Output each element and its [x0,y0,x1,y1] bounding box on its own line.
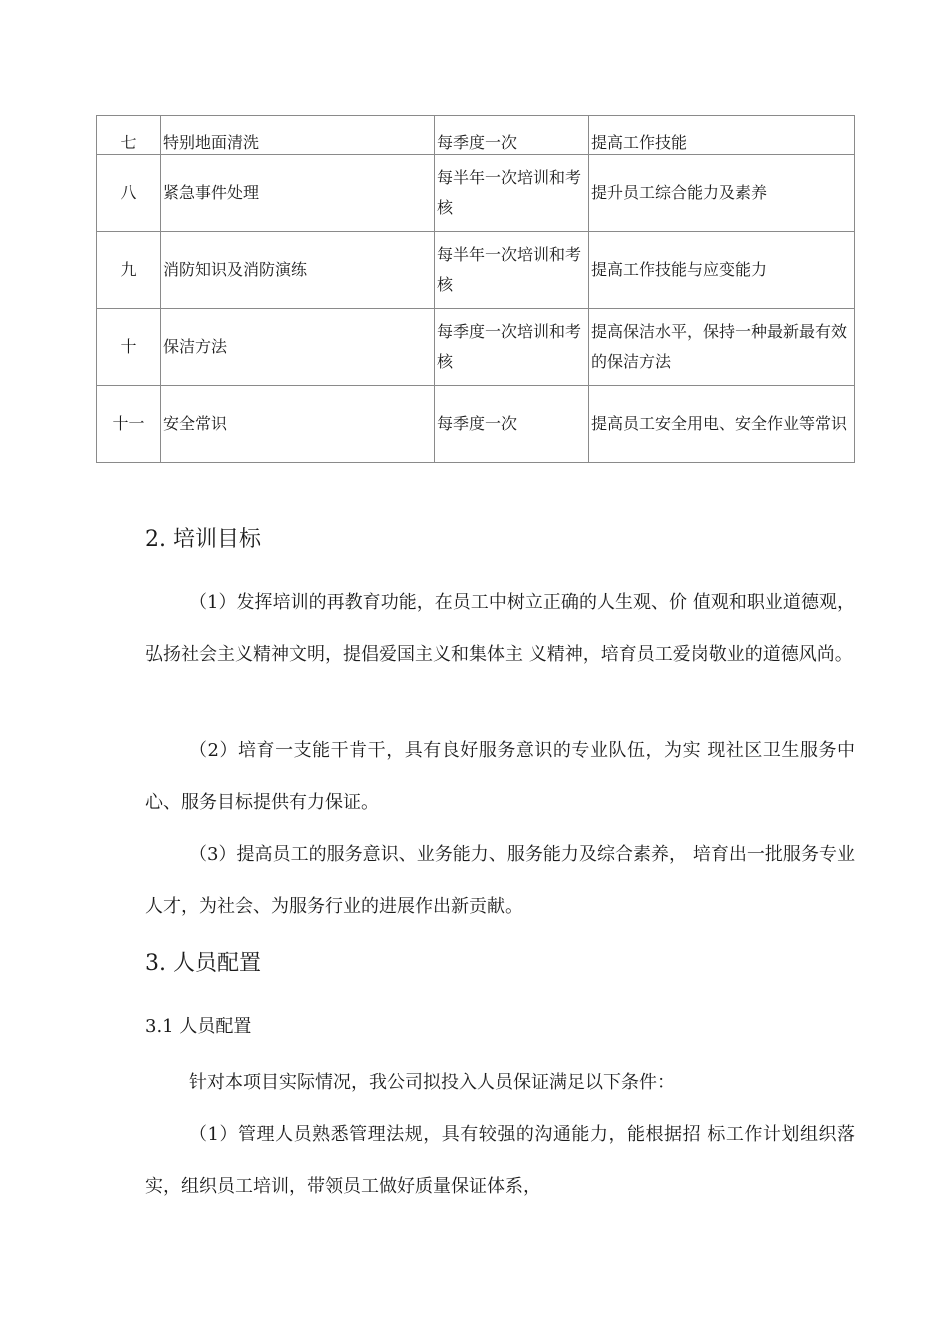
table-row [97,155,855,232]
table-row [97,232,855,309]
training-goal: 提高工作技能 [589,116,855,155]
training-goal: 提升员工综合能力及素养 [589,155,855,232]
table-row [97,309,855,386]
training-goal-paragraph-2: （2）培育一支能干肯干，具有良好服务意识的专业队伍，为实 现社区卫生服务中心、服务目标提供有力保证。 [145,740,855,813]
training-goal: 提高员工安全用电、安全作业等常识 [589,386,855,463]
section-3-heading: 3. 人员配置 [145,951,261,976]
training-topic: 紧急事件处理 [161,155,435,232]
training-frequency: 每季度一次 [435,386,589,463]
training-topic: 保洁方法 [161,309,435,386]
training-goal-paragraph-1: （1）发挥培训的再教育功能，在员工中树立正确的人生观、价 值观和职业道德观，弘扬社会主义精神文明，提倡爱国主义和集体主 义精神，培育员工爱岗敬业的道德风尚。 [145,592,855,665]
training-topic: 消防知识及消防演练 [161,232,435,309]
training-frequency: 每季度一次培训和考核 [435,309,589,386]
section-3-1-heading: 3.1 人员配置 [145,1016,252,1037]
training-goal: 提高保洁水平，保持一种最新最有效的保洁方法 [589,309,855,386]
row-number: 七 [97,116,161,155]
row-number: 十一 [97,386,161,463]
training-topic: 安全常识 [161,386,435,463]
training-frequency: 每季度一次 [435,116,589,155]
row-number: 九 [97,232,161,309]
training-goal-paragraph-3: （3）提高员工的服务意识、业务能力、服务能力及综合素养， 培育出一批服务专业人才，为社会、为服务行业的进展作出新贡献。 [145,844,855,917]
training-frequency: 每半年一次培训和考核 [435,232,589,309]
table-row [97,116,855,155]
staffing-intro-paragraph: 针对本项目实际情况，我公司拟投入人员保证满足以下条件： [189,1072,675,1093]
training-frequency: 每半年一次培训和考核 [435,155,589,232]
row-number: 八 [97,155,161,232]
training-topic: 特别地面清洗 [161,116,435,155]
staffing-paragraph-1: （1）管理人员熟悉管理法规，具有较强的沟通能力，能根据招 标工作计划组织落实，组织员工培训，带领员工做好质量保证体系， [145,1124,855,1197]
training-goal: 提高工作技能与应变能力 [589,232,855,309]
row-number: 十 [97,309,161,386]
table-row [97,386,855,463]
training-schedule-table [96,115,855,463]
section-2-heading: 2. 培训目标 [145,527,261,552]
